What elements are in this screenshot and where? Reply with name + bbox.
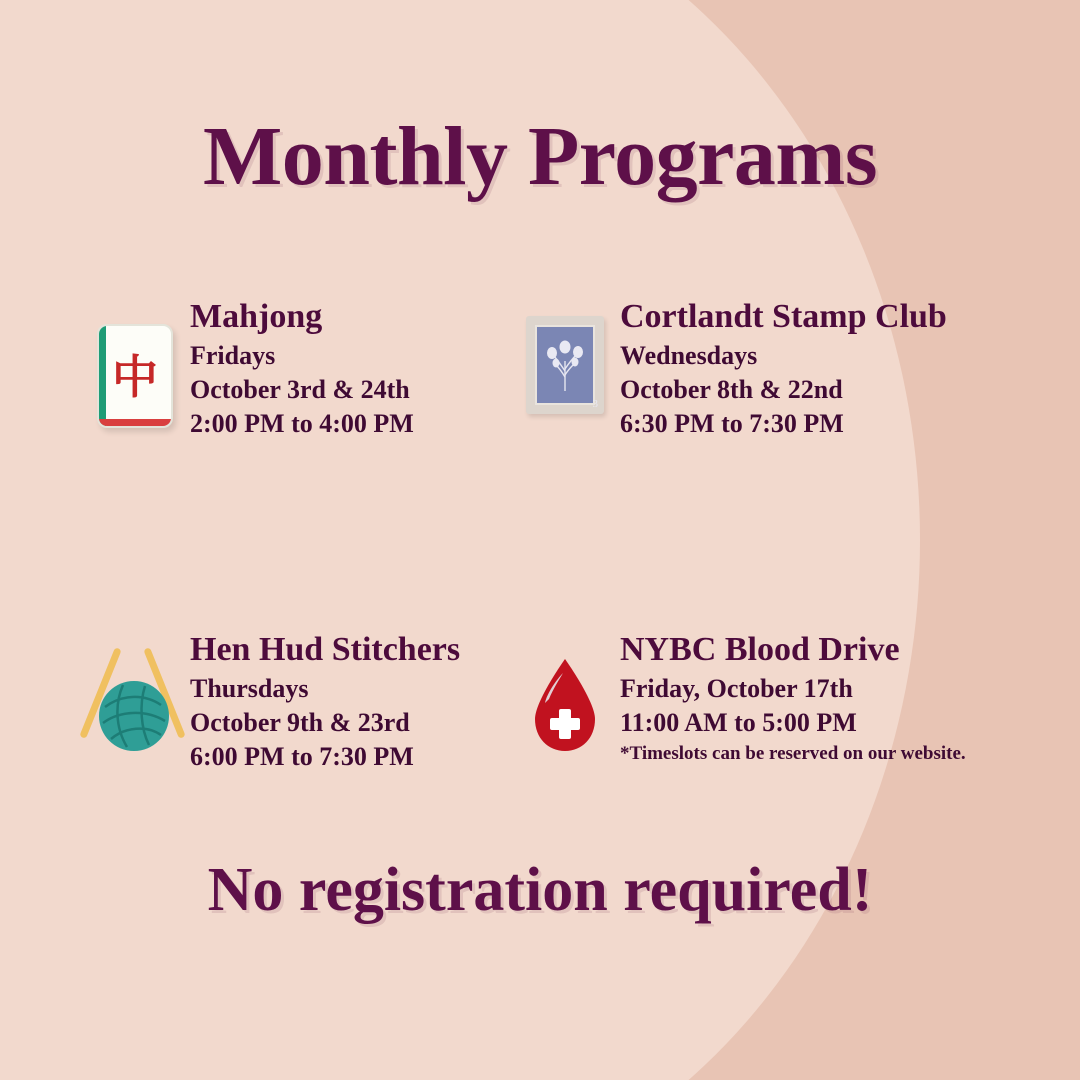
- program-dates: October 3rd & 24th: [190, 375, 410, 404]
- page-title: Monthly Programs: [202, 110, 878, 203]
- yarn-ball-strands: [99, 681, 169, 751]
- program-row-1: [80, 300, 1040, 445]
- blood-drop-shape: [527, 655, 603, 755]
- program-time: 2:00 PM to 4:00 PM: [190, 409, 414, 438]
- program-item-cortlandt-stamp-club: [510, 300, 1010, 445]
- program-time: 6:00 PM to 7:30 PM: [190, 742, 414, 771]
- program-item-nybc-blood-drive: [510, 633, 1010, 778]
- program-details: [620, 300, 947, 445]
- program-day: Thursdays: [190, 674, 309, 703]
- program-dates: 11:00 AM to 5:00 PM: [620, 708, 857, 737]
- program-name: Cortlandt Stamp Club: [620, 298, 947, 335]
- program-item-hen-hud-stitchers: [80, 633, 510, 778]
- mahjong-tile-icon: [80, 300, 190, 428]
- program-day: Friday, October 17th: [620, 674, 853, 703]
- postage-stamp-icon: [510, 300, 620, 414]
- blood-drop-icon: [510, 633, 620, 755]
- program-details: [620, 633, 966, 763]
- program-note: *Timeslots can be reserved on our website.: [620, 743, 966, 764]
- program-details: [190, 300, 414, 445]
- program-name: Hen Hud Stitchers: [190, 631, 461, 668]
- program-details: [190, 633, 460, 778]
- program-item-mahjong: [80, 300, 510, 445]
- program-name: Mahjong: [190, 298, 323, 335]
- program-time: 6:30 PM to 7:30 PM: [620, 409, 844, 438]
- program-dates: October 8th & 22nd: [620, 375, 843, 404]
- program-day: Fridays: [190, 341, 276, 370]
- program-list: [80, 300, 1040, 778]
- yarn-ball-knitting-needles-icon: [80, 633, 190, 755]
- footer-note: No registration required!: [207, 856, 873, 924]
- program-dates: October 9th & 23rd: [190, 708, 410, 737]
- stamp-denomination: 3: [592, 398, 598, 410]
- program-name: NYBC Blood Drive: [620, 631, 900, 668]
- stamp-flower-illustration: [537, 327, 593, 403]
- program-row-2: [80, 633, 1040, 778]
- program-day: Wednesdays: [620, 341, 758, 370]
- mahjong-tile-glyph: 中: [112, 350, 158, 404]
